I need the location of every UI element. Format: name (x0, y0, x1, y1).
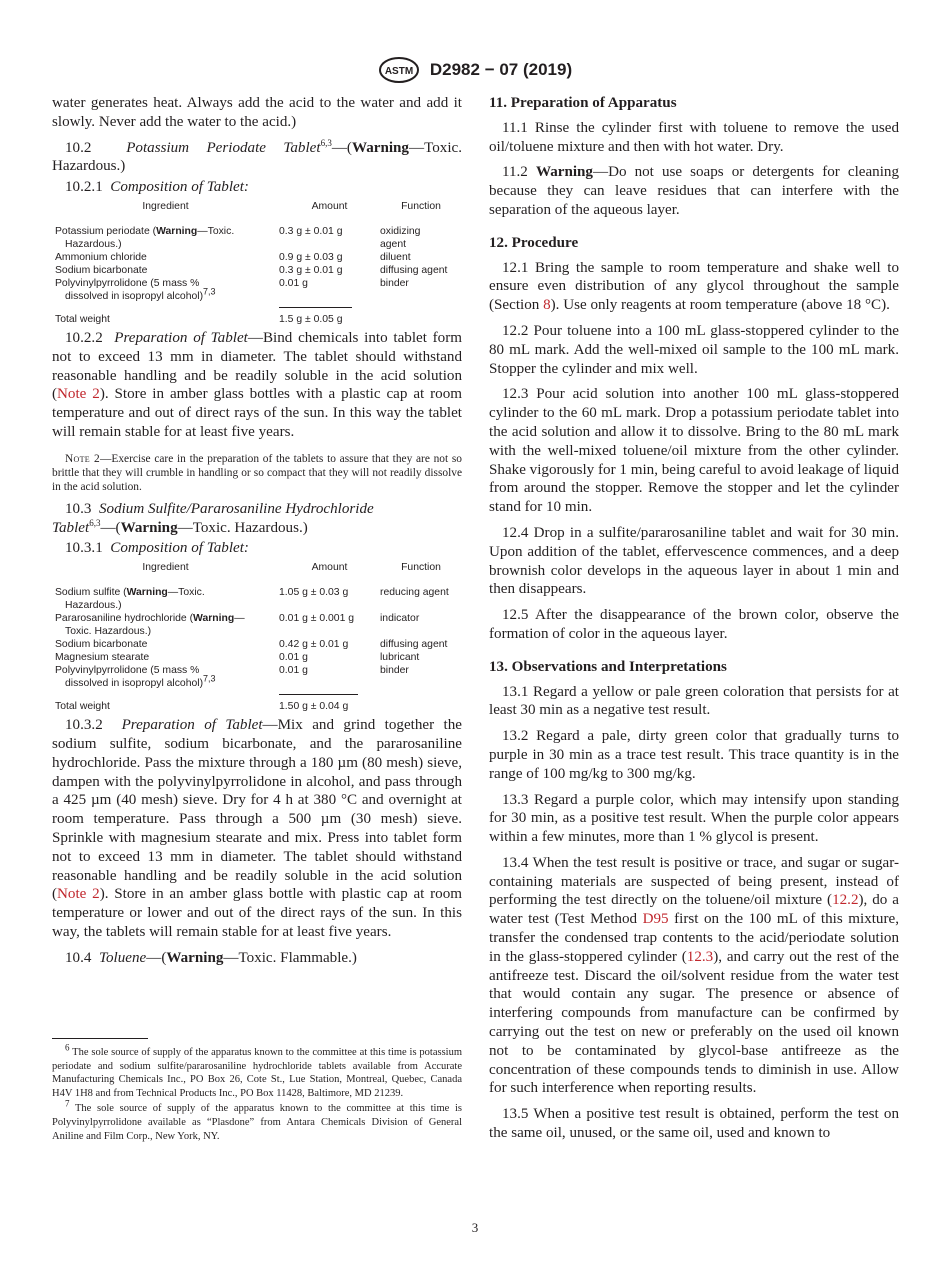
table-row: Pararosaniline hydrochloride (Warning— Toxic. Hazardous.) 0.01 g ± 0.001 g indicator (55, 613, 420, 638)
footnotes (52, 1042, 462, 1145)
table-row: Magnesium stearate 0.01 g lubricant (55, 652, 420, 664)
section-10-2-2: 10.2.2 Preparation of Tablet—Bind chemicals into tablet form not to exceed 13 mm in diameter. The tablet should withstand reasonable handling and be readily soluble in the acid solution (Note 2). Store in amber glass bottles with a plastic cap at room temperature and out of direct rays of the sun. In this way the tablet will remain stable for at least five years. (52, 329, 462, 440)
section-10-4: 10.4 Toluene—(Warning—Toxic. Flammable.) (65, 949, 357, 966)
footnote-divider (52, 1038, 148, 1039)
paragraph-13-2: 13.2 Regard a pale, dirty green color that gradually turns to purple in 30 min as a trace test result. This trace quantity is in the range of 100 mg/kg to 300 mg/kg. (489, 728, 899, 782)
paragraph-13-5: 13.5 When a positive test result is obtained, perform the test on the same oil, unused, or the same oil, used and known to (489, 1106, 899, 1142)
section-10-3-2: 10.3.2 Preparation of Tablet—Mix and grind together the sodium sulfite, sodium bicarbonate, and the pararosaniline hydrochloride. Pass the mixture through a 180 µm (80 mesh) sieve, dampen with the polyvinylpyrrolidone in alcohol, and pass through a 425 µm (40 mesh) sieve. Dry for 4 h at 380 °C and overnight at room temperature. Pass through a 500 µm (30 mesh) sieve. Sprinkle with magnesium stearate and mix. Press into tablet form not to exceed 13 mm in diameter. The tablet should withstand reasonable handling and be readily soluble in the acid solution (Note 2). Store in an amber glass bottle with plastic cap at room temperature or lower and out of the direct rays of the sun. In this way, the tablets will remain stable for at least five years. (52, 717, 462, 940)
composition-table-periodate (52, 200, 462, 326)
table-row: Potassium periodate (Warning—Toxic. Hazardous.) 0.3 g ± 0.01 g oxidizing agent (55, 225, 421, 250)
paragraph-11-1: 11.1 Rinse the cylinder first with toluene to remove the used oil/toluene mixture and then with hot water. Dry. (489, 119, 899, 155)
section-10-3: 10.3 Sodium Sulfite/Pararosaniline Hydrochloride Tablet$^{6,3}$—(Warning—Toxic. Hazardous.) (52, 500, 374, 536)
standard-designation: D2982 − 07 (2019) (429, 60, 573, 79)
heading-section-12: 12. Procedure (489, 234, 579, 251)
note-2: Note 2—Exercise care in the preparation of the tablets to assure that they are not so brittle that they will crumble in handling or so compact that they will not readily dissolve in the acid solution. (52, 452, 463, 493)
paragraph-12-5: 12.5 After the disappearance of the brown color, observe the formation of color in the aqueous layer. (489, 607, 899, 642)
paragraph-12-4: 12.4 Drop in a sulfite/pararosaniline tablet and wait for 30 min. Upon addition of the tablet, effervescence commences, and a deep brownish color develops in the aqueous layer in about 1 min and then disappears. (489, 524, 899, 598)
paragraph-13-4: 13.4 When the test result is positive or trace, and sugar or sugar-containing materials are suspected of being present, instead of performing the test directly on the toluene/oil mixture (12.2), do a water test (Test Method D95 first on the 100 mL of this mixture, transfer the condensed trap contents to the acid/periodate solution in the glass-stoppered cylinder (12.3), and carry out the rest of the antifreeze test. Discard the oil/solvent residue from the water test that would contain any sugar. The presence or absence of interfering compounds from manufacture can be confirmed by carrying out the test on new or preferably on the used oil known not to be contaminated by glycol-base antifreeze as the concentration of these compounds tends to diminish in use. Allow for such interference when reporting results. (489, 854, 899, 1097)
svg-text:ASTM: ASTM (384, 66, 414, 77)
heading-section-11: 11. Preparation of Apparatus (489, 95, 677, 111)
d95-link[interactable]: D95 (642, 911, 669, 928)
footnote-6: $^6$ The sole source of supply of the apparatus known to the committee at this time is potassium periodate and sodium sulfite/pararosaniline hydrochloride tablets available from Accurate Manufacturing Chemicals Inc., PO Box 26, Cote St., Lue Station, Montreal, Quebec, Canada H4V 1H8 and from Technical Products Inc., PO Box 11428, Baltimore, MD 21239. (52, 1042, 462, 1099)
note-2-link[interactable]: Note 2 (57, 886, 100, 903)
heading-section-13: 13. Observations and Interpretations (489, 658, 727, 675)
paragraph-11-2: 11.2 Warning—Do not use soaps or detergents for cleaning because they can leave residues that can interfere with the separation of the aqueous layer. (489, 164, 899, 218)
table-row: Sodium bicarbonate 0.42 g ± 0.01 g diffusing agent (55, 639, 448, 651)
note-2-link[interactable]: Note 2 (57, 386, 100, 403)
intro-paragraph: water generates heat. Always add the acid to the water and add it slowly. Never add the water to the acid.) (52, 95, 462, 130)
section-8-link[interactable]: 8 (543, 297, 551, 314)
section-10-3-1: 10.3.1 Composition of Tablet: (65, 540, 249, 557)
table-header-row: Ingredient Amount Function (142, 200, 441, 212)
page-header (0, 56, 950, 84)
paragraph-13-3: 13.3 Regard a purple color, which may intensify upon standing for 30 min, as a positive test result. When the purple color appears within a few minutes, more than 1 % glycol is present. (489, 791, 899, 846)
table-row: Polyvinylpyrrolidone (5 mass % dissolved in isopropyl alcohol)$^{7,3}$ 0.01 g binder (55, 665, 409, 690)
section-12-3-link[interactable]: 12.3 (686, 948, 714, 965)
left-column (52, 94, 462, 970)
page-number: 3 (471, 1220, 479, 1235)
table-row: Sodium bicarbonate 0.3 g ± 0.01 g diffusing agent (55, 264, 448, 276)
table-row: Polyvinylpyrrolidone (5 mass % dissolved in isopropyl alcohol)$^{7,3}$ 0.01 g binder (55, 277, 409, 302)
table-total-row: Total weight 1.50 g ± 0.04 g (52, 690, 462, 713)
paragraph-12-1: 12.1 Bring the sample to room temperature and shake well to ensure even distribution of any glycol throughout the sample (Section 8). Use only reagents at room temperature (above 18 °C). (489, 259, 899, 314)
section-10-2: 10.2 Potassium Periodate Tablet$^{6,3}$—(Warning—Toxic. Hazardous.) (52, 137, 463, 175)
table-row: Ammonium chloride 0.9 g ± 0.03 g diluent (55, 251, 411, 263)
section-10-2-1: 10.2.1 Composition of Tablet: (65, 179, 249, 196)
table-row: Sodium sulfite (Warning—Toxic. Hazardous.) 1.05 g ± 0.03 g reducing agent (55, 587, 449, 612)
paragraph-12-3: 12.3 Pour acid solution into another 100 mL glass-stoppered cylinder to the 60 mL mark. Drop a potassium periodate tablet into the acid solution and allow it to dissolve. Bring to the 80 mL mark with the well-mixed toluene/oil mixture from the other cylinder. Shake vigorously for 1 min, being careful to avoid leakage of liquid from around the stopper. Remove the stopper and let the cylinder stand for 10 min. (489, 386, 899, 516)
astm-logo-icon (378, 56, 420, 84)
table-total-row: Total weight 1.5 g ± 0.05 g (52, 303, 462, 326)
composition-table-sulfite (52, 561, 462, 713)
right-column (489, 94, 899, 1150)
paragraph-13-1: 13.1 Regard a yellow or pale green coloration that persists for at least 30 min as a negative test result. (489, 683, 899, 719)
footnote-7: $^7$ The sole source of supply of the apparatus known to the committee at this time is Polyvinylpyrrolidone available as “Plasdone” from Antara Chemicals Division of General Aniline and Film Corp., New York, NY. (52, 1098, 462, 1142)
table-header-row: Ingredient Amount Function (142, 562, 441, 574)
section-12-2-link[interactable]: 12.2 (832, 892, 859, 909)
paragraph-12-2: 12.2 Pour toluene into a 100 mL glass-stoppered cylinder to the 80 mL mark. Add the well-mixed oil sample to the 100 mL mark. Stopper the cylinder and mix well. (489, 322, 899, 377)
